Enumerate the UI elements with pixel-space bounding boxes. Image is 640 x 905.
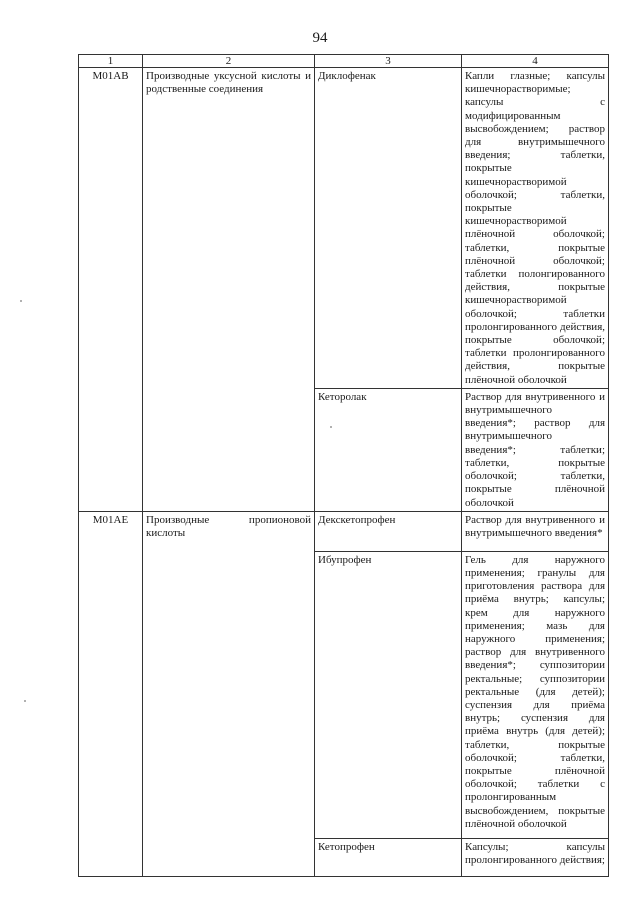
table-header-row — [79, 55, 609, 68]
group-cell: Производные пропионовой кислоты — [143, 511, 315, 876]
atc-code-cell: M01AE — [79, 511, 143, 876]
scan-speck — [20, 300, 22, 302]
drug-name-cell: Кетопрофен — [315, 838, 462, 876]
dosage-forms-cell: Раствор для внутривенного и внутримышечного введения*; раствор для внутримышечного введения*; таблетки; таблетки, покрытые оболочкой; таблетки, покрытые плёночной оболочкой — [462, 388, 609, 511]
column-header-4: 4 — [462, 55, 609, 68]
table-row — [79, 68, 609, 389]
atc-code-cell: M01AB — [79, 68, 143, 512]
column-header-2: 2 — [143, 55, 315, 68]
drug-name-cell: Ибупрофен — [315, 551, 462, 838]
group-cell: Производные уксусной кислоты и родственные соединения — [143, 68, 315, 512]
drug-name-cell: Декскетопрофен — [315, 511, 462, 551]
scan-speck — [330, 426, 332, 428]
dosage-forms-cell: Раствор для внутривенного и внутримышечного введения* — [462, 511, 609, 551]
drug-table — [78, 54, 609, 877]
table-row — [79, 511, 609, 551]
dosage-forms-cell: Капсулы; капсулы пролонгированного действия; — [462, 838, 609, 876]
drug-name-cell: Кеторолак — [315, 388, 462, 511]
column-header-3: 3 — [315, 55, 462, 68]
dosage-forms-cell: Капли глазные; капсулы кишечнорастворимые; капсулы с модифицированным высвобождением; раствор для внутримышечного введения; таблетки, покрытые кишечнорастворимой оболочкой; таблетки, покрытые кишечнорастворимой плёночной оболочкой; таблетки, покрытые плёночной оболочкой; таблетки полонгированного действия, покрытые кишечнорастворимой оболочкой; таблетки пролонгированного действия, покрытые оболочкой; таблетки пролонгированного действия, покрытые плёночной оболочкой — [462, 68, 609, 389]
scan-speck — [24, 700, 26, 702]
drug-name-cell: Диклофенак — [315, 68, 462, 389]
column-header-1: 1 — [79, 55, 143, 68]
page-number: 94 — [312, 30, 328, 46]
dosage-forms-cell: Гель для наружного применения; гранулы для приготовления раствора для приёма внутрь; капсулы; крем для наружного применения; мазь для наружного применения; раствор для внутривенного введения*; суппозитории ректальные; суппозитории ректальные (для детей); суспензия для приёма внутрь; суспензия для приёма внутрь (для детей); таблетки, покрытые оболочкой; таблетки, покрытые плёночной оболочкой; таблетки с пролонгированным высвобождением, покрытые плёночной оболочкой — [462, 551, 609, 838]
